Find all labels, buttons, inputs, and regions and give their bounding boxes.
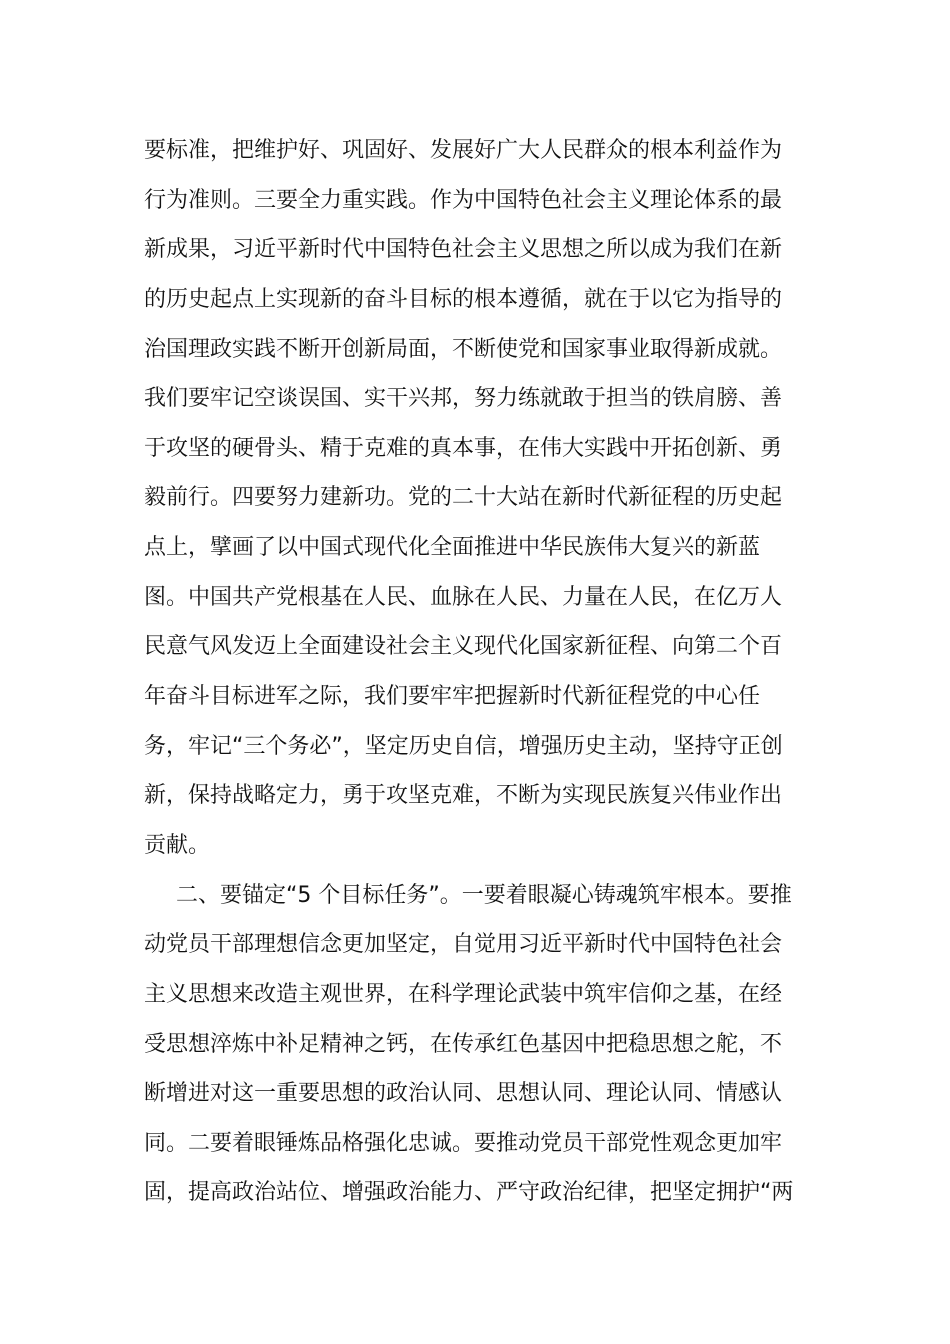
- text-line-7: 于攻坚的硬骨头、精于克难的真本事，在伟大实践中开拓创新、勇: [144, 435, 783, 461]
- text-line-20: 断增进对这一重要思想的政治认同、思想认同、理论认同、情感认: [144, 1081, 783, 1107]
- text-line-18: 主义思想来改造主观世界，在科学理论武装中筑牢信仰之基，在经: [144, 981, 783, 1007]
- text-line-9: 点上，擘画了以中国式现代化全面推进中华民族伟大复兴的新蓝: [144, 535, 761, 561]
- text-line-17: 动党员干部理想信念更加坚定，自觉用习近平新时代中国特色社会: [144, 932, 783, 958]
- text-line-2: 行为准则。三要全力重实践。作为中国特色社会主义理论体系的最: [144, 187, 783, 213]
- text-line-8: 毅前行。四要努力建新功。党的二十大站在新时代新征程的历史起: [144, 485, 783, 511]
- text-line-16: 二、要锚定“5 个目标任务”。一要着眼凝心铸魂筑牢根本。要推: [176, 882, 792, 908]
- text-line-5: 治国理政实践不断开创新局面，不断使党和国家事业取得新成就。: [144, 336, 783, 362]
- text-line-10: 图。中国共产党根基在人民、血脉在人民、力量在人民，在亿万人: [144, 584, 783, 610]
- text-line-13: 务，牢记“三个务必”，坚定历史自信，增强历史主动，坚持守正创: [144, 733, 783, 759]
- document-body: [144, 126, 814, 1218]
- text-line-22: 固，提高政治站位、增强政治能力、严守政治纪律，把坚定拥护“两: [144, 1180, 794, 1206]
- text-line-12: 年奋斗目标进军之际，我们要牢牢把握新时代新征程党的中心任: [144, 684, 761, 710]
- text-line-15: 贡献。: [144, 832, 211, 858]
- text-line-6: 我们要牢记空谈误国、实干兴邦，努力练就敢于担当的铁肩膀、善: [144, 386, 783, 412]
- text-line-11: 民意气风发迈上全面建设社会主义现代化国家新征程、向第二个百: [144, 634, 783, 660]
- text-line-3: 新成果，习近平新时代中国特色社会主义思想之所以成为我们在新: [144, 237, 783, 263]
- text-line-19: 受思想淬炼中补足精神之钙，在传承红色基因中把稳思想之舵，不: [144, 1031, 783, 1057]
- text-line-14: 新，保持战略定力，勇于攻坚克难，不断为实现民族复兴伟业作出: [144, 783, 783, 809]
- text-line-4: 的历史起点上实现新的奋斗目标的根本遵循，就在于以它为指导的: [144, 286, 783, 312]
- text-line-21: 同。二要着眼锤炼品格强化忠诚。要推动党员干部党性观念更加牢: [144, 1130, 783, 1156]
- text-line-1: 要标准，把维护好、巩固好、发展好广大人民群众的根本利益作为: [144, 138, 783, 163]
